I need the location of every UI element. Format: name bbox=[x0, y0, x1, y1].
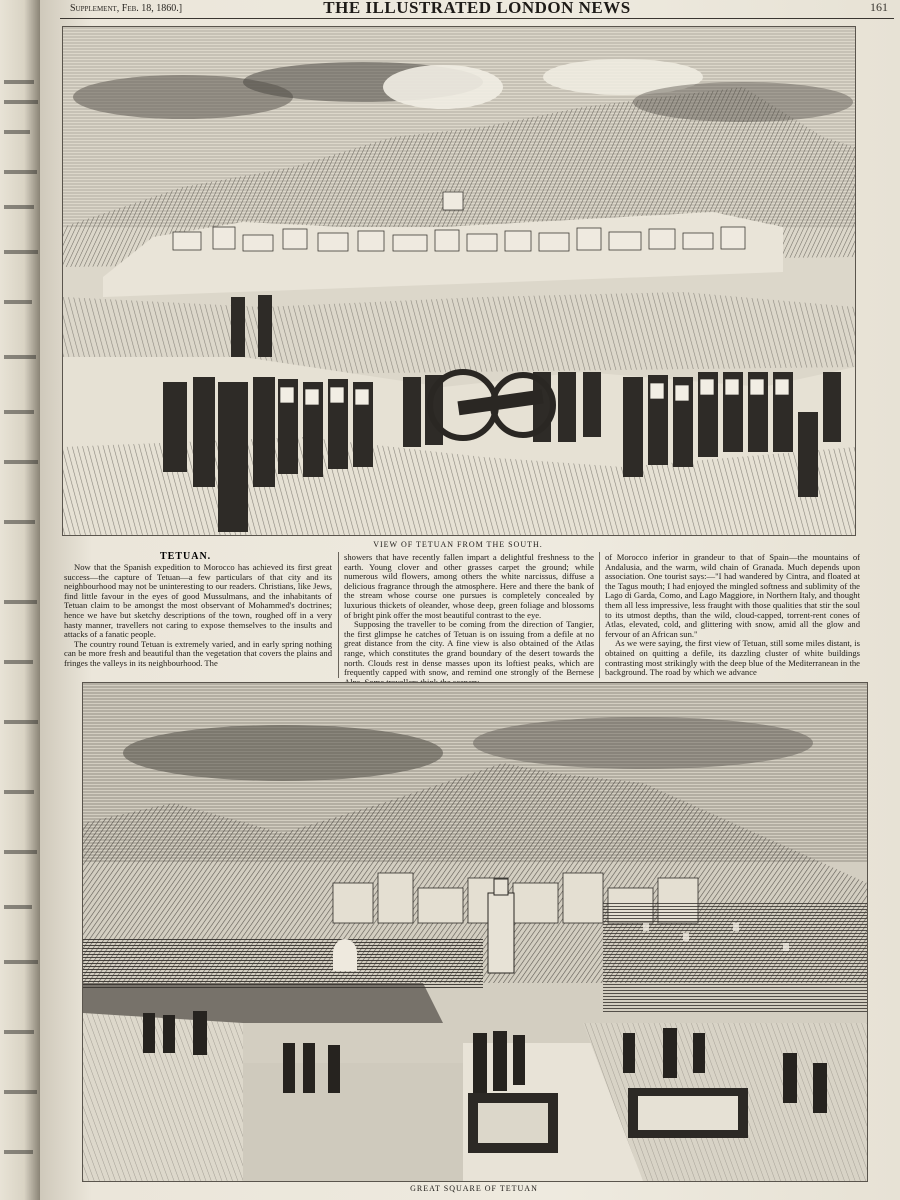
engraving-view-of-tetuan bbox=[62, 26, 856, 536]
column-rule bbox=[599, 552, 600, 678]
issue-date: Supplement, Feb. 18, 1860.] bbox=[70, 3, 183, 14]
newspaper-title: THE ILLUSTRATED LONDON NEWS bbox=[323, 0, 631, 17]
article-col3-paragraph: of Morocco inferior in grandeur to that of Spain—the mountains of Andalusia, and the warm, wild chain of Granada. Much depends upon association. One tourist says:—"I had wandered by Cintra, and floated at the Tagus mouth; I had enjoyed the mingled softness and sublimity of the Lago di Garda, Como, and Lago Maggiore, in Northern Italy, and thought them all less impressive, less fraught with those qualities that stir the soul to its utmost depths, than the wild, cloud-capped, torrent-rent cones of Atlas, elevated, cold, and glittering with snow, amid all the glow and fervour of an African sun." bbox=[605, 552, 860, 639]
article-col1-paragraph: The country round Tetuan is extremely varied, and in early spring nothing can be more fresh and beautiful than the vegetation that covers the plains and fringes the valleys in its neighbourhood. The bbox=[64, 638, 332, 668]
article-col2-paragraph: showers that have recently fallen impart a delightful freshness to the earth. Young clover and other grasses carpet the ground; while numerous wild flowers, among others the white narcissus, diffuse a delicious fragrance through the atmosphere. Here and there the bank of the stream whose course one pursues is completely concealed by luxurious thickets of oleander, whose deep, green foliage and blossoms of bright pink offer the most beautiful contrast to the eye. bbox=[344, 552, 594, 620]
article-col3-paragraph: As we were saying, the first view of Tetuan, still some miles distant, is obtained on quitting a defile, its dazzling cluster of white buildings contrasting most strikingly with the deep blue of the Mediterranean in the background. The road by which we advance bbox=[605, 638, 860, 678]
article-heading: TETUAN. bbox=[160, 551, 212, 562]
article-column-1 bbox=[64, 563, 332, 677]
bottom-illustration-caption: GREAT SQUARE OF TETUAN bbox=[410, 1184, 538, 1193]
previous-page-edge bbox=[0, 0, 44, 1200]
column-rule bbox=[338, 552, 339, 678]
newspaper-page bbox=[40, 0, 900, 1200]
page-number: 161 bbox=[870, 0, 888, 14]
article-column-3 bbox=[605, 553, 860, 677]
article-col1-paragraph: Now that the Spanish expedition to Morocco has achieved its first great success—the capture of Tetuan—a few particulars of that city and its neighbourhood may not be uninteresting to our readers. Christians, like Jews, find little favour in the eyes of good Mussulmans, and the inhabitants of Tetuan claim to be amongst the most observant of Mohammed's doctrines; hence we have but sketchy descriptions of the town, roughed off in a very hasty manner, travellers not caring to expose themselves to the insults and attacks of a fanatic people. bbox=[64, 562, 332, 640]
top-illustration-caption: VIEW OF TETUAN FROM THE SOUTH. bbox=[373, 540, 543, 549]
article-column-2 bbox=[344, 553, 594, 677]
article-col2-paragraph: Supposing the traveller to be coming from the direction of Tangier, the first glimpse he catches of Tetuan is on issuing from a defile at no great distance from the city. A fine view is also obtained of the Atlas range, which constitutes the grand boundary of the desert towards the north. Clouds rest in dense masses upon its loftiest peaks, which are frequently capped with snow, and remind one strongly of the Bernese bbox=[344, 619, 594, 678]
engraving-great-square-of-tetuan bbox=[82, 682, 868, 1182]
masthead bbox=[60, 0, 894, 19]
